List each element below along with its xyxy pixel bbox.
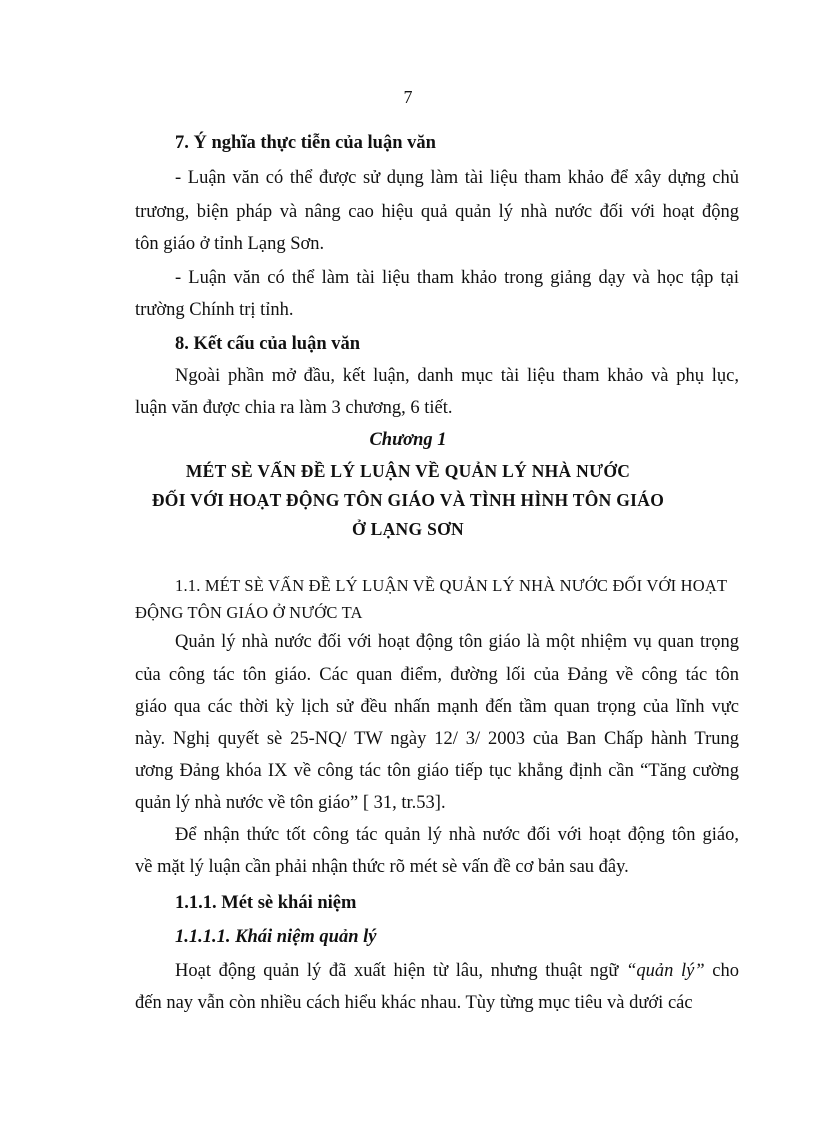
paragraph-line: - Luận văn có thể được sử dụng làm tài liệu tham khảo để xây dựng chủ bbox=[175, 168, 739, 188]
page-number: 7 bbox=[403, 87, 413, 107]
chapter-title-line: ĐỐI VỚI HOẠT ĐỘNG TÔN GIÁO VÀ TÌNH HÌNH TÔN GIÁO bbox=[151, 490, 665, 510]
section-1-1-heading: 1.1. MÉT SÈ VẤN ĐỀ LÝ LUẬN VỀ QUẢN LÝ NHÀ NƯỚC ĐỐI VỚI HOẠT bbox=[175, 576, 728, 595]
paragraph-line: luận văn được chia ra làm 3 chương, 6 tiết. bbox=[135, 398, 453, 418]
paragraph-line: này. Nghị quyết sè 25-NQ/ TW ngày 12/ 3/ 2003 của Ban Chấp hành Trung bbox=[135, 729, 739, 749]
chapter-label: Chương 1 bbox=[369, 430, 447, 450]
section-7-heading: 7. Ý nghĩa thực tiễn của luận văn bbox=[175, 133, 436, 153]
chapter-title-line: Ở LẠNG SƠN bbox=[352, 519, 464, 539]
paragraph-line: trường Chính trị tỉnh. bbox=[135, 300, 294, 320]
section-1-1-1-1-heading: 1.1.1.1. Khái niệm quản lý bbox=[175, 927, 377, 947]
paragraph-line: quản lý nhà nước về tôn giáo” [ 31, tr.53]. bbox=[135, 793, 446, 813]
chapter-title-line: MÉT SÈ VẤN ĐỀ LÝ LUẬN VỀ QUẢN LÝ NHÀ NƯỚC bbox=[185, 461, 631, 481]
paragraph-line: tôn giáo ở tỉnh Lạng Sơn. bbox=[135, 234, 325, 254]
section-8-heading: 8. Kết cấu của luận văn bbox=[175, 334, 361, 354]
paragraph-line: về mặt lý luận cần phải nhận thức rõ mét sè vấn đề cơ bản sau đây. bbox=[135, 857, 629, 877]
paragraph-line: của công tác tôn giáo. Các quan điểm, đường lối của Đảng về công tác tôn bbox=[135, 665, 739, 685]
paragraph-line: - Luận văn có thể làm tài liệu tham khảo trong giảng dạy và học tập tại bbox=[175, 268, 739, 288]
paragraph-line: Ngoài phần mở đầu, kết luận, danh mục tài liệu tham khảo và phụ lục, bbox=[175, 366, 739, 386]
text-run: Hoạt động quản lý đã xuất hiện từ lâu, nhưng thuật ngữ bbox=[175, 961, 627, 981]
paragraph-line: Để nhận thức tốt công tác quản lý nhà nước đối với hoạt động tôn giáo, bbox=[175, 825, 739, 845]
paragraph-line bbox=[175, 959, 739, 983]
paragraph-line: trương, biện pháp và nâng cao hiệu quả quản lý nhà nước đối với hoạt động bbox=[135, 202, 739, 222]
paragraph-line: ương Đảng khóa IX về công tác tôn giáo tiếp tục khẳng định cần “Tăng cường bbox=[135, 761, 739, 781]
paragraph-line: giáo qua các thời kỳ lịch sử đều nhấn mạnh đến tầm quan trọng của lĩnh vực bbox=[135, 697, 739, 717]
text-run: cho bbox=[704, 961, 739, 981]
section-1-1-heading-cont: ĐỘNG TÔN GIÁO Ở NƯỚC TA bbox=[135, 603, 363, 622]
paragraph-line: Quản lý nhà nước đối với hoạt động tôn giáo là một nhiệm vụ quan trọng bbox=[175, 632, 739, 652]
paragraph-line: đến nay vẫn còn nhiều cách hiểu khác nhau. Tùy từng mục tiêu và dưới các bbox=[135, 993, 693, 1013]
quoted-term: “quản lý” bbox=[626, 961, 705, 981]
section-1-1-1-heading: 1.1.1. Mét sè khái niệm bbox=[175, 893, 357, 913]
